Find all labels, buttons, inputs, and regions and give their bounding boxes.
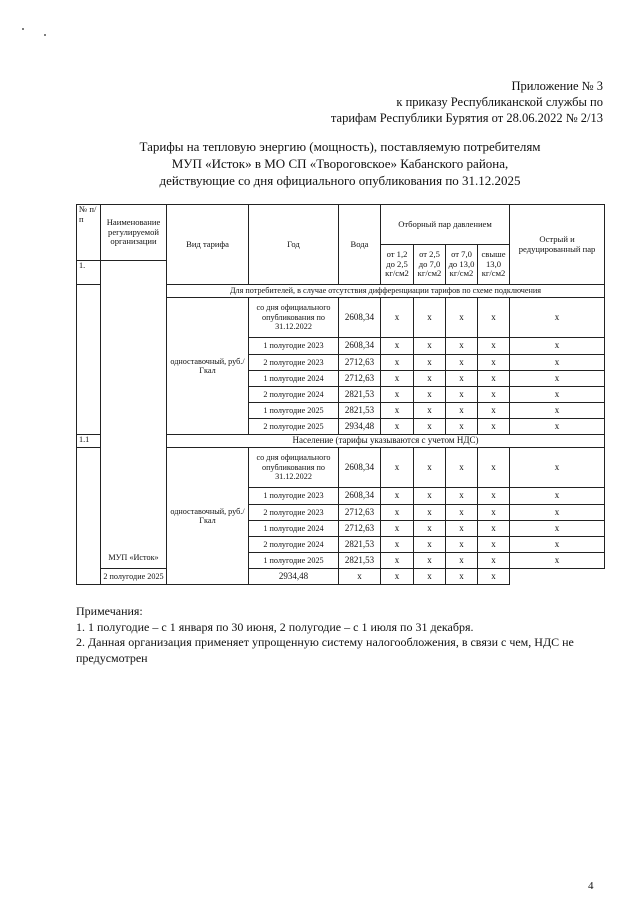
steam-value: х xyxy=(446,355,478,371)
period-cell: 1 полугодие 2023 xyxy=(249,488,339,505)
steam-value: х xyxy=(381,553,414,569)
steam-value: х xyxy=(414,553,446,569)
steam-value: х xyxy=(381,488,414,505)
steam-value: х xyxy=(446,569,478,585)
steam-value: х xyxy=(446,537,478,553)
steam-value: х xyxy=(414,505,446,521)
steam-value: х xyxy=(381,371,414,387)
steam-value: х xyxy=(478,419,510,435)
steam-value: х xyxy=(381,521,414,537)
row-number: 1. xyxy=(77,261,101,285)
sharp-steam-value: х xyxy=(510,505,605,521)
steam-value: х xyxy=(381,569,414,585)
water-value: 2821,53 xyxy=(339,403,381,419)
sharp-steam-value: х xyxy=(510,338,605,355)
notes xyxy=(76,604,606,666)
title-line: действующие со дня официального опубликования по 31.12.2025 xyxy=(159,173,521,188)
steam-value: х xyxy=(339,569,381,585)
steam-value: х xyxy=(381,505,414,521)
water-value: 2608,34 xyxy=(339,488,381,505)
steam-value: х xyxy=(414,488,446,505)
period-cell: со дня официального опубликования по 31.12.2022 xyxy=(249,298,339,338)
water-value: 2712,63 xyxy=(339,521,381,537)
steam-value: х xyxy=(446,553,478,569)
water-value: 2934,48 xyxy=(339,419,381,435)
tariff-table-body xyxy=(77,205,605,585)
scan-speck xyxy=(44,34,46,36)
period-cell: 2 полугодие 2023 xyxy=(249,355,339,371)
steam-value: х xyxy=(478,488,510,505)
steam-value: х xyxy=(478,338,510,355)
tariff-type: одноставочный, руб./Гкал xyxy=(167,448,249,585)
steam-value: х xyxy=(446,419,478,435)
steam-value: х xyxy=(478,505,510,521)
water-value: 2821,53 xyxy=(339,537,381,553)
page-number: 4 xyxy=(588,880,594,892)
col-header-year: Год xyxy=(249,205,339,285)
steam-value: х xyxy=(446,371,478,387)
steam-value: х xyxy=(414,338,446,355)
steam-value: х xyxy=(446,387,478,403)
steam-value: х xyxy=(414,298,446,338)
steam-value: х xyxy=(446,338,478,355)
sharp-steam-value: х xyxy=(510,403,605,419)
steam-value: х xyxy=(446,505,478,521)
steam-value: х xyxy=(446,403,478,419)
col-header-tariff-type: Вид тарифа xyxy=(167,205,249,285)
steam-value: х xyxy=(414,521,446,537)
steam-value: х xyxy=(446,448,478,488)
row-number: 1.1 xyxy=(77,435,101,448)
steam-value: х xyxy=(381,338,414,355)
steam-value: х xyxy=(381,355,414,371)
col-header-sharp-steam: Острый и редуцированный пар xyxy=(510,205,605,285)
water-value: 2821,53 xyxy=(339,553,381,569)
steam-value: х xyxy=(478,371,510,387)
steam-value: х xyxy=(381,448,414,488)
scan-speck xyxy=(22,28,24,30)
steam-value: х xyxy=(478,298,510,338)
steam-value: х xyxy=(478,355,510,371)
tariff-table xyxy=(76,204,605,585)
appendix-header xyxy=(331,78,603,126)
col-header-steam-range: от 7,0 до 13,0 кг/см2 xyxy=(446,245,478,285)
steam-value: х xyxy=(478,553,510,569)
note-item: 1. 1 полугодие – с 1 января по 30 июня, 2 полугодие – с 1 июля по 31 декабря. xyxy=(76,619,474,634)
period-cell: 1 полугодие 2023 xyxy=(249,338,339,355)
sharp-steam-value: х xyxy=(510,371,605,387)
col-header-steam-range: от 1,2 до 2,5 кг/см2 xyxy=(381,245,414,285)
steam-value: х xyxy=(414,387,446,403)
water-value: 2608,34 xyxy=(339,298,381,338)
document-title xyxy=(60,138,620,189)
tariff-type: одноставочный, руб./Гкал xyxy=(167,298,249,435)
title-line: Тарифы на тепловую энергию (мощность), поставляемую потребителям xyxy=(139,139,541,154)
sharp-steam-value: х xyxy=(510,448,605,488)
steam-value: х xyxy=(414,569,446,585)
steam-value: х xyxy=(478,387,510,403)
sharp-steam-value: х xyxy=(510,298,605,338)
water-value: 2712,63 xyxy=(339,505,381,521)
period-cell: 2 полугодие 2025 xyxy=(249,419,339,435)
steam-value: х xyxy=(478,403,510,419)
water-value: 2712,63 xyxy=(339,371,381,387)
section-title: Население (тарифы указываются с учетом НДС) xyxy=(167,435,605,448)
table-row xyxy=(77,569,605,585)
section-title: Для потребителей, в случае отсутствия дифференциации тарифов по схеме подключения xyxy=(167,285,605,298)
steam-value: х xyxy=(478,521,510,537)
period-cell: 1 полугодие 2024 xyxy=(249,521,339,537)
water-value: 2712,63 xyxy=(339,355,381,371)
period-cell: со дня официального опубликования по 31.12.2022 xyxy=(249,448,339,488)
sharp-steam-value: х xyxy=(510,387,605,403)
period-cell: 1 полугодие 2024 xyxy=(249,371,339,387)
org-name: МУП «Исток» xyxy=(101,261,167,569)
sharp-steam-value: х xyxy=(510,419,605,435)
steam-value: х xyxy=(414,403,446,419)
water-value: 2934,48 xyxy=(249,569,339,585)
sharp-steam-value: х xyxy=(510,537,605,553)
sharp-steam-value: х xyxy=(510,553,605,569)
period-cell: 2 полугодие 2024 xyxy=(249,387,339,403)
table-row xyxy=(77,205,605,245)
period-cell: 1 полугодие 2025 xyxy=(249,403,339,419)
steam-value: х xyxy=(414,537,446,553)
sharp-steam-value: х xyxy=(510,355,605,371)
col-header-steam-range: свыше 13,0 кг/см2 xyxy=(478,245,510,285)
steam-value: х xyxy=(446,298,478,338)
steam-value: х xyxy=(414,448,446,488)
col-header-steam-range: от 2,5 до 7,0 кг/см2 xyxy=(414,245,446,285)
steam-value: х xyxy=(381,298,414,338)
row-number-empty xyxy=(77,448,101,585)
col-header-org: Наименование регулируемой организации xyxy=(101,205,167,261)
steam-value: х xyxy=(381,387,414,403)
col-header-steam-group: Отборный пар давлением xyxy=(381,205,510,245)
steam-value: х xyxy=(381,403,414,419)
water-value: 2608,34 xyxy=(339,448,381,488)
appendix-line: Приложение № 3 xyxy=(511,79,603,93)
period-cell: 2 полугодие 2023 xyxy=(249,505,339,521)
period-cell: 1 полугодие 2025 xyxy=(249,553,339,569)
steam-value: х xyxy=(381,419,414,435)
col-header-water: Вода xyxy=(339,205,381,285)
steam-value: х xyxy=(478,448,510,488)
steam-value: х xyxy=(414,371,446,387)
steam-value: х xyxy=(414,355,446,371)
sharp-steam-value: х xyxy=(478,569,510,585)
row-number xyxy=(77,285,101,435)
steam-value: х xyxy=(414,419,446,435)
appendix-line: тарифам Республики Бурятия от 28.06.2022 № 2/13 xyxy=(330,111,603,125)
note-item: 2. Данная организация применяет упрощенную систему налогообложения, в связи с чем, НДС не предусмотрен xyxy=(76,635,574,665)
col-header-num: № п/п xyxy=(77,205,101,261)
notes-heading: Примечания: xyxy=(76,604,143,618)
appendix-line: к приказу Республиканской службы по xyxy=(396,95,603,109)
steam-value: х xyxy=(446,488,478,505)
sharp-steam-value: х xyxy=(510,488,605,505)
water-value: 2608,34 xyxy=(339,338,381,355)
steam-value: х xyxy=(446,521,478,537)
period-cell: 2 полугодие 2025 xyxy=(101,569,167,585)
sharp-steam-value: х xyxy=(510,521,605,537)
water-value: 2821,53 xyxy=(339,387,381,403)
steam-value: х xyxy=(478,537,510,553)
period-cell: 2 полугодие 2024 xyxy=(249,537,339,553)
title-line: МУП «Исток» в МО СП «Твороговское» Кабанского района, xyxy=(171,156,509,171)
steam-value: х xyxy=(381,537,414,553)
